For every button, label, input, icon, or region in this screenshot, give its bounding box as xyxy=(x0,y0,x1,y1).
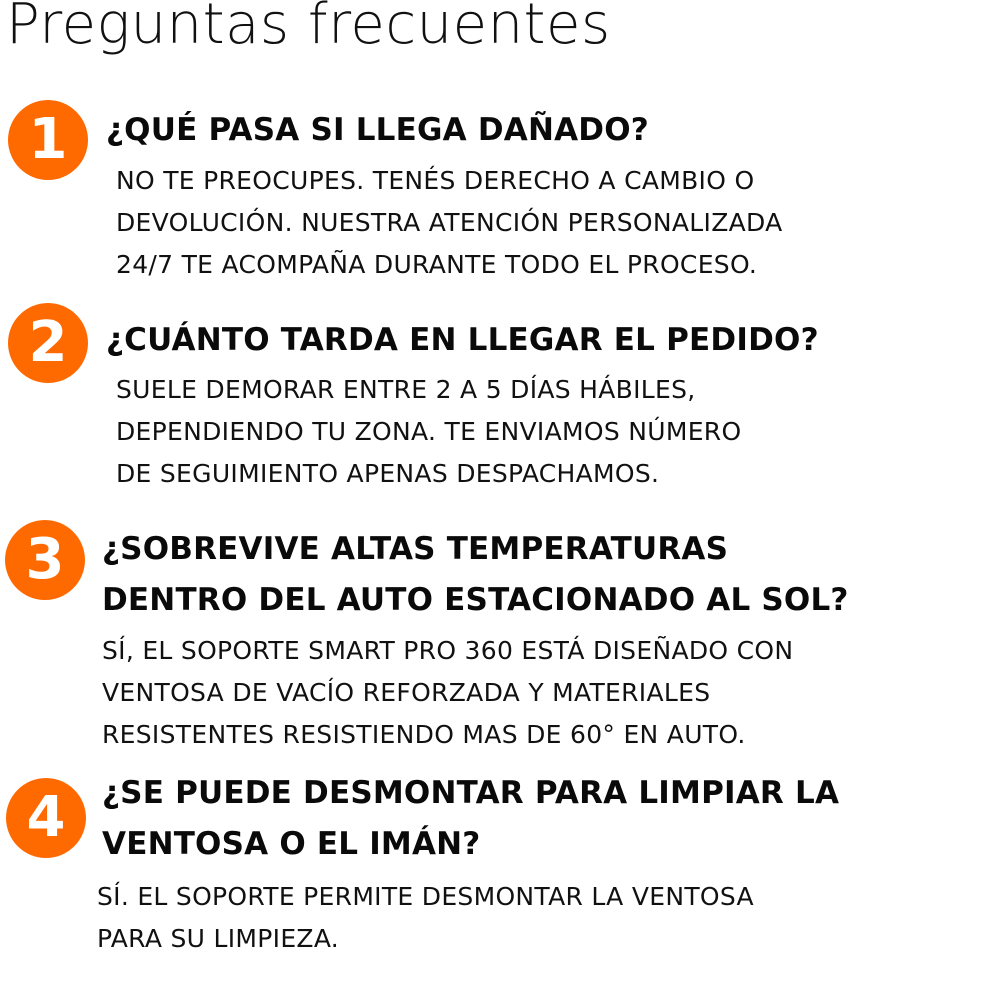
faq-answer-4: SÍ. EL SOPORTE PERMITE DESMONTAR LA VENTOSA PARA SU LIMPIEZA. xyxy=(97,882,754,953)
faq-question-2: ¿CUÁNTO TARDA EN LLEGAR EL PEDIDO? xyxy=(106,322,819,358)
faq-answer-3: SÍ, EL SOPORTE SMART PRO 360 ESTÁ DISEÑADO CON VENTOSA DE VACÍO REFORZADA Y MATERIALES RESISTENTES RESISTIENDO MAS DE 60° EN AUTO. xyxy=(102,636,794,749)
number-badge-2: 2 xyxy=(8,303,88,383)
faq-question-3: ¿SOBREVIVE ALTAS TEMPERATURAS DENTRO DEL AUTO ESTACIONADO AL SOL? xyxy=(102,531,849,618)
faq-answer-2: SUELE DEMORAR ENTRE 2 A 5 DÍAS HÁBILES, DEPENDIENDO TU ZONA. TE ENVIAMOS NÚMERO DE SEGUIMIENTO APENAS DESPACHAMOS. xyxy=(116,375,742,488)
number-badge-1: 1 xyxy=(8,100,88,180)
number-badge-3: 3 xyxy=(5,520,85,600)
faq-answer-1: NO TE PREOCUPES. TENÉS DERECHO A CAMBIO O DEVOLUCIÓN. NUESTRA ATENCIÓN PERSONALIZADA 24/7 TE ACOMPAÑA DURANTE TODO EL PROCESO. xyxy=(116,166,783,279)
faq-question-4: ¿SE PUEDE DESMONTAR PARA LIMPIAR LA VENTOSA O EL IMÁN? xyxy=(102,775,840,862)
page-title: Preguntas frecuentes xyxy=(6,0,611,57)
faq-question-1: ¿QUÉ PASA SI LLEGA DAÑADO? xyxy=(106,112,649,148)
number-badge-4: 4 xyxy=(6,778,86,858)
